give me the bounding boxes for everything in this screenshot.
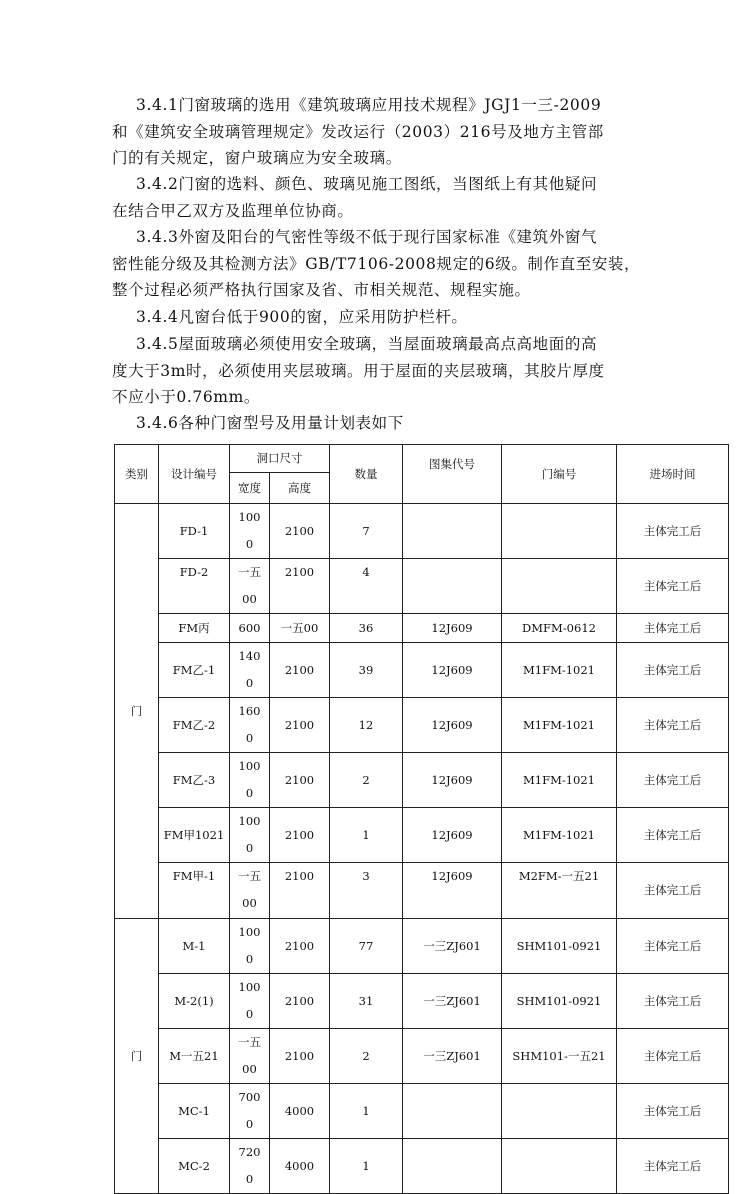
cell-atlas-code: 12J609 — [403, 698, 502, 753]
cell-quantity: 12 — [330, 698, 403, 753]
cell-atlas-code: 12J609 — [403, 808, 502, 863]
header-design-no: 设计编号 — [159, 445, 230, 504]
cell-height: 2100 — [270, 643, 330, 698]
header-height: 高度 — [270, 473, 330, 504]
paragraph-p345 — [112, 331, 642, 411]
cell-entry-time: 主体完工后 — [617, 1139, 729, 1194]
cell-height: 2100 — [270, 698, 330, 753]
cell-width-value: 一五00 — [238, 869, 261, 910]
header-atlas-code: 图集代号 — [403, 445, 502, 504]
cell-width — [230, 559, 270, 614]
cell-height: 2100 — [270, 753, 330, 808]
cell-door-no — [502, 559, 617, 614]
cell-door-no: M1FM-1021 — [502, 643, 617, 698]
paragraph-line: 度大于3m时，必须使用夹层玻璃。用于屋面的夹层玻璃，其胶片厚度 — [112, 361, 605, 380]
cell-entry-time: 主体完工后 — [617, 1029, 729, 1084]
cell-door-no — [502, 1084, 617, 1139]
cell-atlas-code: 一三ZJ601 — [403, 919, 502, 974]
cell-entry-time: 主体完工后 — [617, 559, 729, 614]
cell-door-no: SHM101-0921 — [502, 974, 617, 1029]
cell-entry-time: 主体完工后 — [617, 808, 729, 863]
cell-width-value: 1000 — [238, 925, 261, 966]
cell-entry-time: 主体完工后 — [617, 643, 729, 698]
cell-design-no: M一五21 — [159, 1029, 230, 1084]
cell-design-no: FM乙-2 — [159, 698, 230, 753]
paragraph-line: 整个过程必须严格执行国家及省、市相关规范、规程实施。 — [112, 281, 531, 300]
cell-quantity: 2 — [330, 1029, 403, 1084]
cell-width — [230, 974, 270, 1029]
cell-height: 2100 — [270, 504, 330, 559]
cell-height: 2100 — [270, 974, 330, 1029]
cell-entry-time: 主体完工后 — [617, 753, 729, 808]
header-category: 类别 — [115, 445, 159, 504]
header-opening-size: 洞口尺寸 — [230, 445, 330, 473]
cell-width-value: 1600 — [238, 704, 261, 745]
cell-height: 2100 — [270, 863, 330, 919]
paragraph-line: 密性能分级及其检测方法》GB/T7106-2008规定的6级。制作直至安装， — [112, 254, 641, 273]
cell-width — [230, 614, 270, 643]
paragraph-line: 3.4.4凡窗台低于900的窗，应采用防护栏杆。 — [136, 308, 468, 326]
cell-entry-time: 主体完工后 — [617, 974, 729, 1029]
cell-entry-time: 主体完工后 — [617, 614, 729, 643]
cell-entry-time: 主体完工后 — [617, 1084, 729, 1139]
cell-design-no: MC-1 — [159, 1084, 230, 1139]
paragraph-line: 3.4.5屋面玻璃必须使用安全玻璃，当屋面玻璃最高点高地面的高 — [136, 335, 598, 353]
cell-design-no: FD-2 — [159, 559, 230, 614]
paragraph-line: 3.4.2门窗的选料、颜色、玻璃见施工图纸，当图纸上有其他疑问 — [136, 175, 598, 193]
cell-width-value: 1400 — [238, 649, 261, 690]
cell-width — [230, 1084, 270, 1139]
cell-width — [230, 753, 270, 808]
cell-door-no — [502, 504, 617, 559]
cell-design-no: FM乙-1 — [159, 643, 230, 698]
header-quantity: 数量 — [330, 445, 403, 504]
table-row — [115, 753, 729, 808]
paragraph-line: 不应小于0.76mm。 — [112, 388, 261, 407]
cell-width — [230, 643, 270, 698]
cell-quantity: 4 — [330, 559, 403, 614]
cell-height: 2100 — [270, 1029, 330, 1084]
cell-width — [230, 698, 270, 753]
paragraph-p342 — [112, 171, 642, 224]
cell-door-no: DMFM-0612 — [502, 614, 617, 643]
cell-width — [230, 863, 270, 919]
cell-design-no: FD-1 — [159, 504, 230, 559]
header-door-no: 门编号 — [502, 445, 617, 504]
cell-design-no: FM甲-1 — [159, 863, 230, 919]
cell-width-value: 7000 — [238, 1090, 261, 1131]
cell-category: 门 — [115, 919, 159, 1194]
cell-width-value: 1000 — [238, 510, 261, 551]
cell-door-no — [502, 1139, 617, 1194]
cell-width-value: 1000 — [238, 814, 261, 855]
cell-quantity: 1 — [330, 1084, 403, 1139]
table-row — [115, 1139, 729, 1194]
cell-entry-time: 主体完工后 — [617, 698, 729, 753]
cell-atlas-code — [403, 1139, 502, 1194]
table-row — [115, 974, 729, 1029]
cell-atlas-code: 12J609 — [403, 753, 502, 808]
cell-width — [230, 504, 270, 559]
table-row — [115, 1084, 729, 1139]
table-row — [115, 808, 729, 863]
paragraph-p344 — [112, 304, 642, 331]
header-entry-time: 进场时间 — [617, 445, 729, 504]
cell-door-no: M1FM-1021 — [502, 698, 617, 753]
cell-design-no: FM甲1021 — [159, 808, 230, 863]
cell-atlas-code: 12J609 — [403, 863, 502, 919]
cell-width — [230, 919, 270, 974]
cell-quantity: 1 — [330, 1139, 403, 1194]
cell-height: 4000 — [270, 1084, 330, 1139]
cell-width — [230, 808, 270, 863]
cell-atlas-code: 12J609 — [403, 643, 502, 698]
header-width: 宽度 — [230, 473, 270, 504]
cell-design-no: FM丙 — [159, 614, 230, 643]
cell-door-no: M2FM-一五21 — [502, 863, 617, 919]
paragraph-p341 — [112, 92, 642, 172]
cell-design-no: M-2(1) — [159, 974, 230, 1029]
cell-atlas-code: 一三ZJ601 — [403, 1029, 502, 1084]
cell-height: 2100 — [270, 559, 330, 614]
paragraph-p346 — [112, 410, 642, 437]
cell-width-value: 一五00 — [238, 1035, 261, 1076]
cell-quantity: 39 — [330, 643, 403, 698]
cell-quantity: 1 — [330, 808, 403, 863]
cell-quantity: 3 — [330, 863, 403, 919]
cell-entry-time: 主体完工后 — [617, 504, 729, 559]
paragraph-line: 在结合甲乙双方及监理单位协商。 — [112, 201, 354, 220]
paragraph-line: 和《建筑安全玻璃管理规定》发改运行（2003）216号及地方主管部 — [112, 122, 604, 141]
cell-quantity: 77 — [330, 919, 403, 974]
cell-width-value: 7200 — [238, 1145, 261, 1186]
cell-height: 2100 — [270, 808, 330, 863]
cell-width-value: 600 — [238, 620, 261, 635]
cell-door-no: SHM101-0921 — [502, 919, 617, 974]
cell-atlas-code: 一三ZJ601 — [403, 974, 502, 1029]
door-window-schedule-table — [114, 444, 729, 1194]
cell-quantity: 2 — [330, 753, 403, 808]
table-row — [115, 1029, 729, 1084]
cell-entry-time: 主体完工后 — [617, 863, 729, 919]
cell-design-no: MC-2 — [159, 1139, 230, 1194]
cell-door-no: SHM101-一五21 — [502, 1029, 617, 1084]
cell-door-no: M1FM-1021 — [502, 808, 617, 863]
paragraph-line: 3.4.3外窗及阳台的气密性等级不低于现行国家标准《建筑外窗气 — [136, 228, 598, 246]
cell-door-no: M1FM-1021 — [502, 753, 617, 808]
cell-height: 4000 — [270, 1139, 330, 1194]
cell-category: 门 — [115, 504, 159, 919]
paragraph-line: 3.4.6各种门窗型号及用量计划表如下 — [136, 414, 404, 432]
cell-width — [230, 1029, 270, 1084]
cell-atlas-code: 12J609 — [403, 614, 502, 643]
table-row — [115, 698, 729, 753]
cell-quantity: 7 — [330, 504, 403, 559]
cell-width — [230, 1139, 270, 1194]
cell-height: 一五00 — [270, 614, 330, 643]
cell-atlas-code — [403, 559, 502, 614]
table-row — [115, 643, 729, 698]
table-row — [115, 614, 729, 643]
table-row — [115, 863, 729, 919]
table-row — [115, 504, 729, 559]
cell-width-value: 1000 — [238, 759, 261, 800]
cell-width-value: 一五00 — [238, 565, 261, 606]
paragraph-line: 3.4.1门窗玻璃的选用《建筑玻璃应用技术规程》JGJ1一三-2009 — [136, 96, 602, 114]
table-row — [115, 559, 729, 614]
cell-entry-time: 主体完工后 — [617, 919, 729, 974]
cell-width-value: 1000 — [238, 980, 261, 1021]
paragraph-p343 — [112, 224, 642, 304]
paragraph-line: 门的有关规定，窗户玻璃应为安全玻璃。 — [112, 149, 402, 168]
cell-atlas-code — [403, 1084, 502, 1139]
table-row — [115, 919, 729, 974]
cell-quantity: 31 — [330, 974, 403, 1029]
cell-atlas-code — [403, 504, 502, 559]
cell-height: 2100 — [270, 919, 330, 974]
cell-design-no: M-1 — [159, 919, 230, 974]
cell-design-no: FM乙-3 — [159, 753, 230, 808]
cell-quantity: 36 — [330, 614, 403, 643]
